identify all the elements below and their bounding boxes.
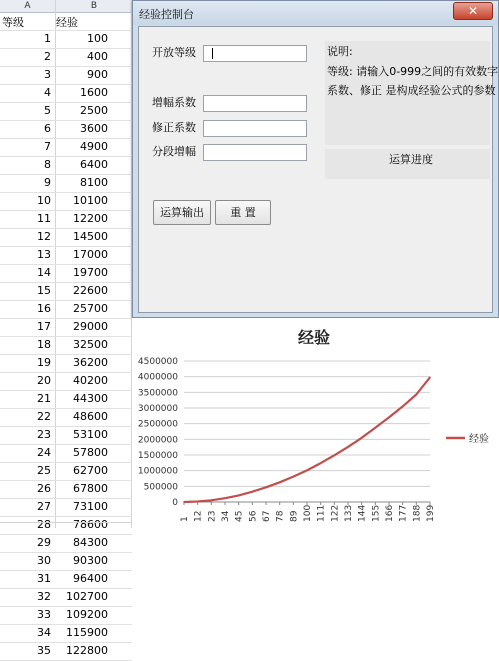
level-cell[interactable]: 25 [37,464,51,477]
exp-cell[interactable]: 22600 [73,284,108,297]
exp-cell[interactable]: 900 [87,68,108,81]
x-tick-label: 111 [316,504,327,522]
spreadsheet[interactable] [0,0,132,657]
data-point [279,481,281,483]
table-row[interactable] [0,355,132,373]
table-row[interactable] [0,229,132,247]
level-cell[interactable]: 16 [37,302,51,315]
level-cell[interactable]: 1 [44,32,51,45]
x-tick-label: 155 [371,504,382,522]
x-tick-label: 23 [207,510,218,522]
instructions-panel [325,41,499,145]
exp-cell[interactable]: 53100 [73,428,108,441]
level-cell[interactable]: 3 [44,68,51,81]
table-row[interactable] [0,391,132,409]
sheet-header-row[interactable] [0,13,132,31]
x-tick-label: 45 [234,510,245,522]
level-cell[interactable]: 10 [37,194,51,207]
exp-cell[interactable]: 8100 [80,176,108,189]
x-tick-label: 166 [385,504,395,522]
exp-cell[interactable]: 62700 [73,464,108,477]
level-cell[interactable]: 19 [37,356,51,369]
data-point [347,446,349,448]
exp-cell[interactable]: 3600 [80,122,108,135]
column-header-b[interactable]: B [56,0,132,13]
table-row[interactable] [0,175,132,193]
exp-cell[interactable]: 2500 [80,104,108,117]
header-level-cell[interactable]: 等级 [2,16,24,29]
legend-label: 经验 [469,434,489,445]
exp-cell[interactable]: 109200 [66,608,108,621]
open-level-label: 开放等级 [152,46,196,59]
table-row[interactable] [0,373,132,391]
exp-cell[interactable]: 10100 [73,194,108,207]
level-cell[interactable]: 31 [37,572,51,585]
x-tick-label: 133 [344,504,354,522]
close-button[interactable]: ✕ [453,2,493,20]
x-tick-label: 100 [303,504,313,522]
level-cell[interactable]: 24 [37,446,51,459]
table-row[interactable] [0,571,132,589]
data-point [183,501,185,503]
run-output-button[interactable]: 运算输出 [153,200,211,225]
table-row[interactable] [0,589,132,607]
correction-label: 修正系数 [152,121,196,134]
data-point [252,491,254,493]
sheet-rows [0,13,132,661]
table-row[interactable] [0,85,132,103]
exp-cell[interactable]: 44300 [73,392,108,405]
table-row[interactable] [0,481,132,499]
dialog-client-area [138,26,499,313]
y-tick-label: 0 [172,498,178,508]
exp-cell[interactable]: 25700 [73,302,108,315]
table-row[interactable] [0,337,132,355]
exp-cell[interactable]: 4900 [80,140,108,153]
header-exp-cell[interactable]: 经验 [56,16,78,29]
level-cell[interactable]: 23 [37,428,51,441]
data-point [361,437,363,439]
exp-cell[interactable]: 115900 [66,626,108,639]
data-point [265,486,267,488]
level-cell[interactable]: 34 [37,626,51,639]
table-row[interactable] [0,193,132,211]
dialog-titlebar[interactable] [133,1,498,25]
x-tick-label: 56 [248,510,259,522]
x-tick-label: 67 [262,510,272,522]
x-tick-label: 177 [398,504,409,522]
table-row[interactable] [0,409,132,427]
level-cell[interactable]: 8 [44,158,51,171]
data-point [320,462,322,464]
exp-cell[interactable]: 78600 [73,518,108,531]
y-tick-label: 4500000 [137,357,178,367]
y-tick-label: 4000000 [137,372,178,383]
data-point [429,376,431,378]
exp-cell[interactable]: 73100 [73,500,108,513]
table-row[interactable] [0,67,132,85]
table-row[interactable] [0,301,132,319]
y-tick-label: 3500000 [137,388,178,399]
y-tick-label: 1000000 [137,466,178,477]
exp-cell[interactable]: 12200 [73,212,108,225]
data-point [416,394,418,396]
level-cell[interactable]: 15 [37,284,51,297]
data-point [293,476,295,478]
table-row[interactable] [0,517,132,535]
x-tick-label: 1 [180,516,190,522]
table-row[interactable] [0,103,132,121]
table-row[interactable] [0,319,132,337]
level-cell[interactable]: 35 [37,644,51,657]
exp-cell[interactable]: 84300 [73,536,108,549]
table-row[interactable] [0,265,132,283]
correction-input[interactable] [203,120,307,137]
table-row[interactable] [0,463,132,481]
exp-cell[interactable]: 102700 [66,590,108,603]
exp-cell[interactable]: 6400 [80,158,108,171]
table-row[interactable] [0,499,132,517]
level-cell[interactable]: 9 [44,176,51,189]
column-header-a[interactable]: A [0,0,55,13]
exp-cell[interactable]: 67800 [73,482,108,495]
table-row[interactable] [0,49,132,67]
y-tick-label: 2000000 [137,435,178,446]
level-cell[interactable]: 6 [44,122,51,135]
table-row[interactable] [0,247,132,265]
note-line-2: 系数、修正 是构成经验公式的参数 [327,84,496,97]
level-cell[interactable]: 33 [37,608,51,621]
text-caret [212,48,213,59]
level-cell[interactable]: 32 [37,590,51,603]
data-point [375,427,377,429]
level-cell[interactable]: 21 [37,392,51,405]
x-tick-label: 144 [357,504,368,522]
level-cell[interactable]: 20 [37,374,51,387]
data-point [388,417,390,419]
x-tick-label: 188 [412,504,423,522]
level-cell[interactable]: 13 [37,248,51,261]
level-cell[interactable]: 30 [37,554,51,567]
y-tick-label: 1500000 [137,451,178,461]
experience-console-dialog [132,0,499,318]
table-row[interactable] [0,553,132,571]
chart-svg [132,318,499,528]
table-row[interactable] [0,121,132,139]
y-tick-label: 2500000 [137,419,178,430]
data-point [197,501,199,503]
level-cell[interactable]: 26 [37,482,51,495]
level-cell[interactable]: 14 [37,266,51,279]
x-tick-label: 89 [289,510,300,522]
table-row[interactable] [0,607,132,625]
y-tick-label: 500000 [143,482,178,493]
exp-cell[interactable]: 17000 [73,248,108,261]
dialog-title: 经验控制台 [139,8,194,21]
exp-cell[interactable]: 122800 [66,644,108,657]
level-cell[interactable]: 7 [44,140,51,153]
exp-cell[interactable]: 96400 [73,572,108,585]
x-tick-label: 78 [275,510,286,522]
exp-cell[interactable]: 32500 [73,338,108,351]
exp-cell[interactable]: 400 [87,50,108,63]
note-line-1: 等级: 请输入0-999之间的有效数字 [327,65,499,78]
x-tick-label: 34 [221,510,231,522]
level-cell[interactable]: 12 [37,230,51,243]
level-cell[interactable]: 17 [37,320,51,333]
exp-cell[interactable]: 1600 [80,86,108,99]
growth-label: 增幅系数 [152,96,196,109]
data-point [224,497,226,499]
level-cell[interactable]: 27 [37,500,51,513]
table-row[interactable] [0,445,132,463]
exp-cell[interactable]: 90300 [73,554,108,567]
table-row[interactable] [0,31,132,49]
table-row[interactable] [0,643,132,661]
level-cell[interactable]: 5 [44,104,51,117]
open-level-input[interactable] [203,45,307,62]
x-tick-label: 122 [330,504,341,522]
segment-label: 分段增幅 [152,145,196,158]
level-cell[interactable]: 22 [37,410,51,423]
data-point [238,495,240,497]
data-point [402,406,404,408]
exp-cell[interactable]: 57800 [73,446,108,459]
table-row[interactable] [0,427,132,445]
level-cell[interactable]: 11 [37,212,51,225]
table-row[interactable] [0,625,132,643]
exp-cell[interactable]: 100 [87,32,108,45]
data-point [334,455,336,457]
exp-cell[interactable]: 19700 [73,266,108,279]
table-row[interactable] [0,139,132,157]
progress-panel [325,149,490,179]
sheet-bottom-line [0,522,132,523]
y-tick-label: 3000000 [137,404,178,414]
x-tick-label: 199 [426,504,436,522]
level-cell[interactable]: 4 [44,86,51,99]
exp-cell[interactable]: 48600 [73,410,108,423]
table-row[interactable] [0,211,132,229]
level-cell[interactable]: 29 [37,536,51,549]
x-tick-label: 12 [193,510,204,522]
reset-button[interactable]: 重 置 [215,200,271,225]
table-row[interactable] [0,535,132,553]
exp-cell[interactable]: 29000 [73,320,108,333]
table-row[interactable] [0,157,132,175]
exp-cell[interactable]: 36200 [73,356,108,369]
exp-cell[interactable]: 14500 [73,230,108,243]
segment-input[interactable] [203,144,307,161]
data-point [211,499,213,501]
level-cell[interactable]: 28 [37,518,51,531]
exp-cell[interactable]: 40200 [73,374,108,387]
chart-title: 经验 [297,328,331,347]
data-point [306,470,308,472]
experience-chart [132,318,499,528]
note-title: 说明: [327,45,353,58]
level-cell[interactable]: 18 [37,338,51,351]
level-cell[interactable]: 2 [44,50,51,63]
growth-input[interactable] [203,95,307,112]
progress-label: 运算进度 [389,153,433,166]
table-row[interactable] [0,283,132,301]
